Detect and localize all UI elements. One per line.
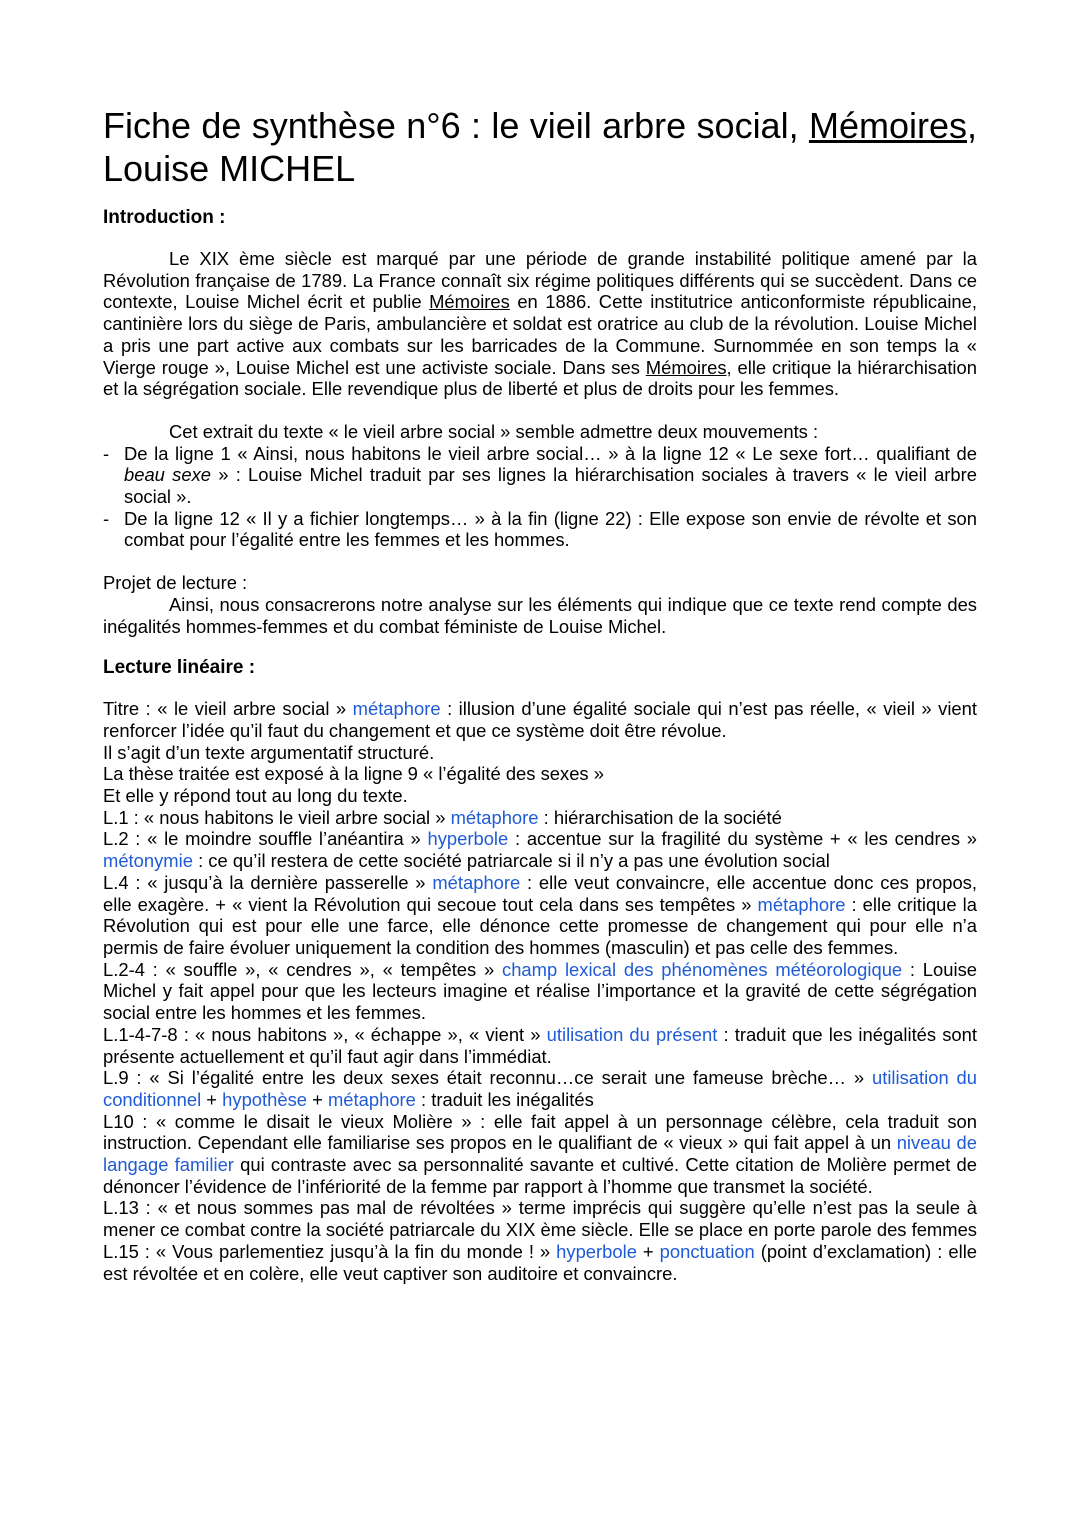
analysis-line: Titre : « le vieil arbre social » métaphore : illusion d’une égalité sociale qui n’est pas réelle, « vieil » vient renforcer l’idée qu’il faut du changement et que ce système doit être révolue. [103, 698, 977, 741]
analysis-line: La thèse traitée est exposé à la ligne 9 « l’égalité des sexes » [103, 763, 604, 785]
movements-list [103, 443, 977, 552]
analysis-line: Et elle y répond tout au long du texte. [103, 785, 408, 807]
keyword: utilisation du présent [546, 1023, 718, 1045]
analysis-line: L.9 : « Si l’égalité entre les deux sexes était reconnu…ce serait une fameuse brèche… » utilisation du conditionnel + hypothèse + métaphore : traduit les inégalités [103, 1067, 977, 1110]
movements-intro: Cet extrait du texte « le vieil arbre social » semble admettre deux mouvements : [169, 420, 819, 442]
analysis-line: L10 : « comme le disait le vieux Molière » : elle fait appel à un personnage célèbre, cela traduit son instruction. Cependant elle familiarise ses propos en le qualifiant de « vieux » qui fait appel à un niveau de langage familier qui contraste avec sa personnalité savante et cultivé. Cette citation de Molière permet de dénoncer l’évidence de l’infériorité de la femme par rapport à l’homme que transmet la société. [103, 1110, 977, 1197]
work-reference: Mémoires [429, 291, 510, 313]
work-title: Mémoires [808, 105, 967, 146]
document-page [103, 104, 977, 1284]
keyword: métaphore [352, 698, 441, 720]
page-title: Fiche de synthèse n°6 : le vieil arbre social, Mémoires, Louise MICHEL [103, 105, 977, 189]
keyword: champ lexical des phénomènes météorologique [502, 958, 903, 980]
projet-label: Projet de lecture : [103, 572, 248, 594]
lecture-lineaire-section [103, 698, 977, 1284]
keyword: utilisation du conditionnel [103, 1067, 977, 1110]
keyword: métaphore [450, 806, 539, 828]
keyword: hypothèse [222, 1088, 308, 1110]
keyword: hyperbole [556, 1240, 637, 1262]
keyword: ponctuation [659, 1240, 755, 1262]
keyword: métaphore [432, 871, 521, 893]
keyword: métonymie [103, 850, 193, 872]
keyword: niveau de langage familier [103, 1132, 977, 1176]
list-item: - De la ligne 12 « Il y a fichier longtemps… » à la fin (ligne 22) : Elle expose son envie de révolte et son combat pour l’égalité entre les femmes et les hommes. [103, 508, 977, 551]
analysis-line: L.2 : « le moindre souffle l’anéantira » hyperbole : accentue sur la fragilité du système + « les cendres » métonymie : ce qu’il restera de cette société patriarcale si il n’y a pas une évolution social [103, 828, 977, 872]
lecture-heading: Lecture linéaire : [103, 657, 256, 679]
keyword: hyperbole [427, 828, 509, 850]
intro-paragraph: Le XIX ème siècle est marqué par une période de grande instabilité politique amené par la Révolution française de 1789. La France connaît six régime politiques différents qui se succèdent. Dans ce contexte, Louise Michel écrit et publie Mémoires en 1886. Cette institutrice anticonformiste républicaine, cantinière lors du siège de Paris, ambulancière et soldat est oratrice au club de la révolution. Louise Michel a pris une part active aux combats sur les barricades de la Commune. Surnommée en son temps la « Vierge rouge », Louise Michel est une activiste sociale. Dans ses Mémoires, elle critique la hiérarchisation et la ségrégation sociale. Elle revendique plus de liberté et plus de droits pour les femmes. [103, 248, 977, 400]
analysis-line: L.13 : « et nous sommes pas mal de révoltées » terme imprécis qui suggère qu’elle n’est pas la seule à mener ce combat contre la société patriarcale du XIX ème siècle. Elle se place en porte parole des femmes [103, 1197, 977, 1241]
analysis-line: L.15 : « Vous parlementiez jusqu’à la fin du monde ! » hyperbole + ponctuation (point d’exclamation) : elle est révoltée et en colère, elle veut captiver son auditoire et convaincre. [103, 1240, 978, 1284]
introduction-heading: Introduction : [103, 207, 226, 228]
analysis-line: L.2-4 : « souffle », « cendres », « tempêtes » champ lexical des phénomènes météorologique : Louise Michel y fait appel pour que les lecteurs imagine et réalise l’importance et la gravité de cette ségrégation social entre les hommes et les femmes. [103, 958, 977, 1024]
projet-text: Ainsi, nous consacrerons notre analyse sur les éléments qui indique que ce texte rend compte des inégalités hommes-femmes et du combat féministe de Louise Michel. [103, 593, 977, 637]
analysis-line: L.1 : « nous habitons le vieil arbre social » métaphore : hiérarchisation de la société [103, 806, 782, 828]
work-reference: Mémoires [645, 356, 727, 378]
list-item: - De la ligne 1 « Ainsi, nous habitons le vieil arbre social… » à la ligne 12 « Le sexe fort… qualifiant de beau sexe » : Louise Michel traduit par ses lignes la hiérarchisation sociales à travers « le vieil arbre social ». [103, 443, 977, 508]
analysis-line: L.4 : « jusqu’à la dernière passerelle » métaphore : elle veut convaincre, elle accentue donc ces propos, elle exagère. + « vient la Révolution qui secoue tout cela dans ses tempêtes » métaphore : elle critique la Révolution qui est pour elle une farce, elle dénonce cette promesse de changement qui pour elle n’a permis de faire évoluer uniquement la condition des hommes (masculin) et pas celle des femmes. [103, 871, 977, 958]
keyword: métaphore [757, 893, 846, 915]
keyword: métaphore [327, 1088, 416, 1110]
analysis-line: L.1-4-7-8 : « nous habitons », « échappe », « vient » utilisation du présent : traduit que les inégalités sont présente actuellement et qu’il faut agir dans l’immédiat. [103, 1023, 977, 1067]
analysis-line: Il s’agit d’un texte argumentatif structuré. [103, 741, 435, 763]
